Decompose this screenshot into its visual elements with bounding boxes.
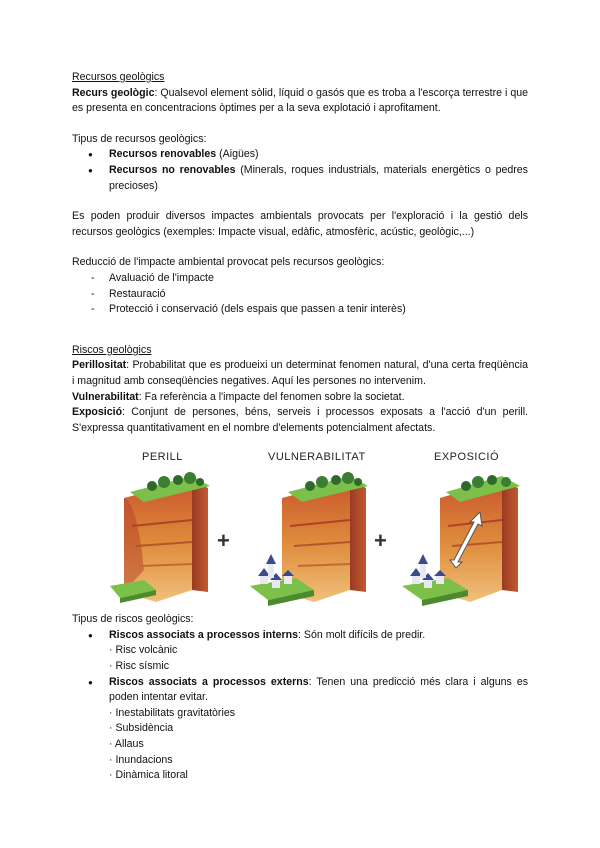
- types-intro-riscos: Tipus de riscos geològics:: [72, 613, 194, 626]
- section-title-riscos: Riscos geològics: [72, 343, 152, 356]
- sub-list-item: · Subsidència: [109, 722, 174, 735]
- types-intro-recursos: Tipus de recursos geològics:: [72, 132, 207, 145]
- document-page: [72, 70, 528, 784]
- list-item: [72, 675, 528, 784]
- text-processos-externs: : Tenen una predicció més clara i alguns es poden intentar evitar.: [109, 675, 529, 704]
- list-item: [72, 628, 528, 675]
- sub-list-item: · Risc sísmic: [109, 660, 170, 673]
- term-renovables: Recursos renovables: [109, 148, 217, 161]
- text-perillositat: : Probabilitat que es produeixi un determinat fenomen natural, d'una certa freqüència i magnitud amb conseqüències negatives. Aquí les persones no intervenim.: [72, 359, 528, 387]
- plus-sign-1: +: [217, 528, 230, 554]
- text-recurs-geologic: : Qualsevol element sòlid, líquid o gasós que es troba a l'escorça terrestre i que es presenta en concentracions òptimes per a la seva explotació i aprofitament.: [72, 86, 528, 115]
- figure-label-vulnerabilitat: VULNERABILITAT: [268, 451, 366, 464]
- impacts-paragraph: Es poden produir diversos impactes ambientals provocats per l'exploració i la gestió dels recursos geològics (exemples: Impacte visual, edàfic, atmosfèric, acústic, geològic,...): [72, 210, 528, 238]
- list-item: - Restauració: [72, 287, 528, 303]
- sub-list-item: · Dinàmica litoral: [109, 769, 188, 782]
- list-risk-types: [72, 628, 528, 784]
- reduction-list: [72, 271, 528, 318]
- text-renovables: (Aigües): [216, 148, 259, 161]
- definition-perillositat: [72, 358, 528, 389]
- text-no-renovables: (Minerals, roques industrials, materials energètics o pedres precioses): [109, 163, 528, 192]
- term-recurs-geologic: Recurs geològic: [72, 86, 155, 99]
- sub-list-externs: [109, 706, 528, 784]
- term-no-renovables: Recursos no renovables: [109, 163, 236, 176]
- term-processos-interns: Riscos associats a processos interns: [109, 628, 299, 641]
- panel-perill: [110, 472, 210, 603]
- sub-list-interns: [109, 643, 528, 674]
- sub-list-item: · Allaus: [109, 738, 144, 751]
- term-exposicio: Exposició: [72, 406, 123, 419]
- text-vulnerabilitat: : Fa referència a l'impacte del fenomen sobre la societat.: [138, 390, 405, 403]
- panel-vulnerabilitat: [250, 472, 368, 606]
- term-perillositat: Perillositat: [72, 359, 127, 372]
- figure-label-perill: PERILL: [142, 451, 183, 464]
- plus-sign-2: +: [374, 528, 387, 554]
- reduction-intro: Reducció de l'impacte ambiental provocat pels recursos geològics:: [72, 256, 385, 269]
- term-vulnerabilitat: Vulnerabilitat: [72, 390, 139, 403]
- sub-list-item: · Inestabilitats gravitatòries: [109, 706, 236, 719]
- list-item: - Protecció i conservació (dels espais que passen a tenir interès): [72, 302, 528, 318]
- text-exposicio: : Conjunt de persones, béns, serveis i processos exposats a l'acció d'un perill. S'expressa quantitativament en el nombre d'elements potencialment afectats.: [72, 406, 528, 434]
- definition-vulnerabilitat: [72, 390, 528, 406]
- list-item: [72, 147, 528, 163]
- list-item: [72, 163, 528, 194]
- panel-exposicio: [402, 475, 520, 606]
- section-title-recursos: Recursos geològics: [72, 71, 165, 83]
- definition-recurs-geologic: [72, 86, 528, 117]
- text-processos-interns: : Són molt difícils de predir.: [298, 628, 426, 641]
- sub-list-item: · Risc volcànic: [109, 644, 178, 657]
- figure-label-exposicio: EXPOSICIÓ: [434, 451, 500, 464]
- sub-list-item: · Inundacions: [109, 753, 173, 766]
- list-recurs-types: [72, 147, 528, 194]
- list-item: - Avaluació de l'impacte: [72, 271, 528, 287]
- term-processos-externs: Riscos associats a processos externs: [109, 675, 309, 688]
- definition-exposicio: [72, 405, 528, 436]
- risk-illustration: [72, 440, 528, 610]
